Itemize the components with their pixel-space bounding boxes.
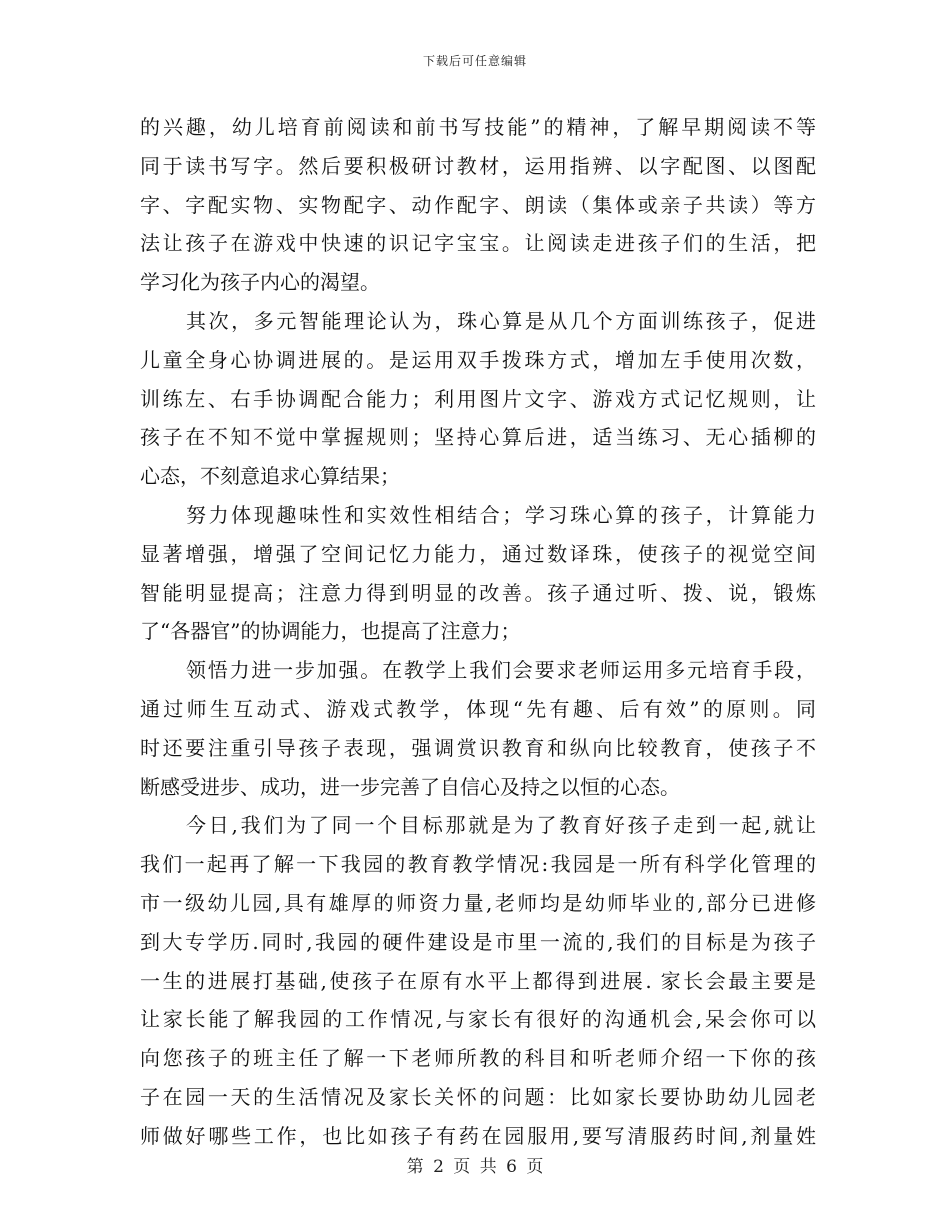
text-line: 时还要注重引导孩子表现，强调赏识教育和纵向比较教育，使孩子不 — [140, 735, 816, 760]
text-line: 我们一起再了解一下我园的教育教学情况:我园是一所有科学化管理的 — [140, 852, 816, 877]
text-line: 了“各器官”的协调能力，也提高了注意力； — [140, 619, 521, 644]
text-line: 儿童全身心协调进展的。是运用双手拨珠方式，增加左手使用次数， — [140, 347, 816, 372]
text-line: 智能明显提高；注意力得到明显的改善。孩子通过听、拨、说，锻炼 — [140, 580, 816, 605]
text-line: 让家长能了解我园的工作情况,与家长有很好的沟通机会,呆会你可以 — [140, 1007, 816, 1032]
text-line: 向您孩子的班主任了解一下老师所教的科目和听老师介绍一下你的孩 — [140, 1046, 816, 1071]
text-line: 心态，不刻意追求心算结果； — [140, 464, 400, 489]
text-line: 师做好哪些工作，也比如孩子有药在园服用,要写清服药时间,剂量姓 — [140, 1123, 816, 1148]
text-line: 子在园一天的生活情况及家长关怀的问题：比如家长要协助幼儿园老 — [140, 1084, 816, 1109]
text-line: 法让孩子在游戏中快速的识记字宝宝。让阅读走进孩子们的生活，把 — [140, 231, 816, 256]
text-line: 的兴趣，幼儿培育前阅读和前书写技能”的精神，了解早期阅读不等 — [140, 115, 816, 139]
text-line: 显著增强，增强了空间记忆力能力，通过数译珠，使孩子的视觉空间 — [140, 541, 816, 566]
text-line: 到大专学历.同时,我园的硬件建设是市里一流的,我们的目标是为孩子 — [140, 929, 816, 954]
text-line: 断感受进步、成功，进一步完善了自信心及持之以恒的心态。 — [140, 774, 680, 799]
body-text — [140, 108, 816, 1156]
text-line: 同于读书写字。然后要积极研讨教材，运用指辨、以字配图、以图配 — [140, 153, 816, 178]
text-line: 市一级幼儿园,具有雄厚的师资力量,老师均是幼师毕业的,部分已进修 — [140, 890, 816, 915]
text-line: 学习化为孩子内心的渴望。 — [140, 270, 380, 295]
text-line: 领悟力进一步加强。在教学上我们会要求老师运用多元培育手段， — [186, 658, 816, 683]
text-line: 努力体现趣味性和实效性相结合；学习珠心算的孩子，计算能力 — [186, 502, 816, 527]
page-header: 下载后可任意编辑 — [422, 54, 527, 68]
text-line: 今日,我们为了同一个目标那就是为了教育好孩子走到一起,就让 — [186, 813, 816, 838]
page-number: 第 2 页 共 6 页 — [406, 1157, 544, 1177]
text-line: 孩子在不知不觉中掌握规则；坚持心算后进，适当练习、无心插柳的 — [140, 425, 816, 450]
text-line: 训练左、右手协调配合能力；利用图片文字、游戏方式记忆规则，让 — [140, 386, 816, 411]
text-line: 字、字配实物、实物配字、动作配字、朗读（集体或亲子共读）等方 — [140, 192, 816, 217]
text-line: 一生的进展打基础,使孩子在原有水平上都得到进展. 家长会最主要是 — [140, 968, 816, 993]
text-line: 通过师生互动式、游戏式教学，体现“先有趣、后有效”的原则。同 — [140, 696, 816, 721]
text-line: 其次，多元智能理论认为，珠心算是从几个方面训练孩子，促进 — [186, 308, 816, 333]
